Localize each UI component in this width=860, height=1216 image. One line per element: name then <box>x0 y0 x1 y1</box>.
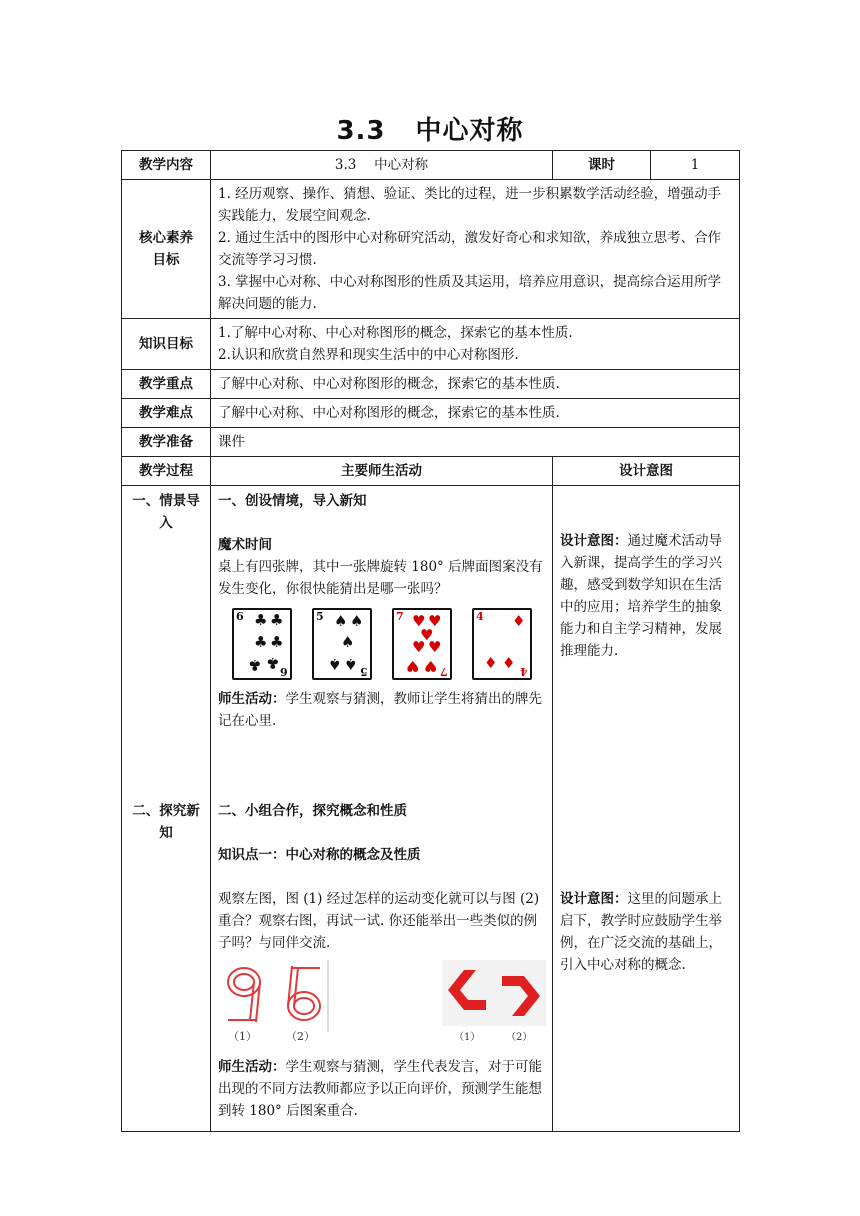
figure-9-6-icon <box>218 960 334 1042</box>
heart-icon: ♥ <box>412 638 426 656</box>
stage1-text: 桌上有四张牌，其中一张牌旋转 180° 后牌面图案没有发生变化，你很快能猜出是哪一张吗？ <box>218 559 543 597</box>
stage2-activity-text: 学生观察与猜测，学生代表发言，对于可能出现的不同方法教师都应予以正向评价，预测学生能想到转 180° 后图案重合. <box>218 1059 542 1119</box>
card-7-hearts <box>392 608 452 680</box>
row-key-point <box>122 370 740 399</box>
stage2-label <box>122 800 210 844</box>
stage1-intent-label: 设计意图： <box>560 533 628 549</box>
stage2-label-line1: 二、探究新 <box>132 803 200 819</box>
core-goals-list <box>211 180 740 319</box>
activities-cell <box>211 486 553 1132</box>
spade-icon: ♠ <box>350 612 364 630</box>
row-process-header <box>122 457 740 486</box>
process-col3-header: 设计意图 <box>553 457 740 486</box>
card-rank: 4 <box>476 610 484 623</box>
spade-icon: ♠ <box>334 612 348 630</box>
row-core-goals <box>122 180 740 319</box>
stage1-activity-label: 师生活动： <box>218 691 286 707</box>
spade-icon: ♠ <box>328 655 342 673</box>
card-rank-bottom: 5 <box>360 665 368 678</box>
playing-cards <box>232 608 546 680</box>
club-icon: ♣ <box>270 611 284 629</box>
process-col1-header: 教学过程 <box>122 457 211 486</box>
spade-icon: ♠ <box>344 655 358 673</box>
club-icon: ♣ <box>270 633 284 651</box>
club-icon: ♣ <box>254 633 268 651</box>
page-title <box>0 110 860 147</box>
stage1-intent-text: 通过魔术活动导入新课，提高学生的学习兴趣，感受到数学知识在生活中的应用；培养学生的抽象能力和自主学习精神，发展推理能力. <box>560 533 723 659</box>
core-goal-item: 2. 通过生活中的图形中心对称研究活动，激发好奇心和求知欲，养成独立思考、合作交流等学习习惯. <box>218 230 722 268</box>
intent-cell <box>553 486 740 1132</box>
spade-icon: ♠ <box>341 633 355 651</box>
stage2-intent-text: 这里的问题承上启下，教学时应鼓励学生举例，在广泛交流的基础上，引入中心对称的概念. <box>560 891 723 973</box>
card-rank: 7 <box>396 610 404 623</box>
stage2-text: 观察左图，图 (1) 经过怎样的运动变化就可以与图 (2) 重合？观察右图，再试一试. 你还能举出一些类似的例子吗？与同伴交流. <box>218 891 540 951</box>
club-icon: ♣ <box>266 654 280 672</box>
row-difficulty <box>122 399 740 428</box>
difficulty-value: 了解中心对称、中心对称图形的概念，探索它的基本性质. <box>211 399 740 428</box>
card-rank: 6 <box>236 610 244 623</box>
lesson-plan-table <box>121 150 740 1132</box>
hours-value: 1 <box>651 151 740 180</box>
core-goal-item: 1. 经历观察、操作、猜想、验证、类比的过程，进一步积累数学活动经验，增强动手实践能力，发展空间观念. <box>218 186 722 224</box>
hours-label: 课时 <box>553 151 651 180</box>
knowledge-goal-item: 1.了解中心对称、中心对称图形的概念，探索它的基本性质. <box>218 325 573 341</box>
card-6-clubs <box>232 608 292 680</box>
row-knowledge-goals <box>122 319 740 370</box>
key-point-label: 教学重点 <box>122 370 211 399</box>
stage1-label-line1: 一、情景导 <box>132 493 200 509</box>
title-number: 3.3 <box>336 116 386 146</box>
core-goals-label <box>122 180 211 319</box>
stage1-activity <box>218 688 546 732</box>
knowledge-goals-list <box>211 319 740 370</box>
stage-label-cell <box>122 486 211 1132</box>
row-preparation <box>122 428 740 457</box>
stage2-activity <box>218 1056 546 1122</box>
heart-icon: ♥ <box>424 657 438 675</box>
heart-icon: ♥ <box>412 612 426 630</box>
stage2-label-line2: 知 <box>159 825 173 841</box>
stage1-heading: 一、创设情境，导入新知 <box>218 493 367 509</box>
card-rank-bottom: 7 <box>440 665 448 678</box>
knowledge-goal-item: 2.认识和欣赏自然界和现实生活中的中心对称图形. <box>218 347 519 363</box>
stage2-activity-label: 师生活动： <box>218 1059 286 1075</box>
title-text: 中心对称 <box>415 116 524 146</box>
stage1-intent <box>560 530 733 662</box>
club-icon: ♣ <box>248 656 262 674</box>
fig-caption: （1） <box>454 1032 481 1042</box>
card-rank: 5 <box>316 610 324 623</box>
content-label: 教学内容 <box>122 151 211 180</box>
process-col2-header: 主要师生活动 <box>211 457 553 486</box>
row-content <box>122 151 740 180</box>
fig-caption: （2） <box>506 1032 533 1042</box>
stage1-subheading: 魔术时间 <box>218 537 272 553</box>
key-point-value: 了解中心对称、中心对称图形的概念，探索它的基本性质. <box>211 370 740 399</box>
diamond-icon: ♦ <box>512 612 526 630</box>
preparation-label: 教学准备 <box>122 428 211 457</box>
stage1-label-line2: 入 <box>159 515 173 531</box>
preparation-value: 课件 <box>211 428 740 457</box>
content-value: 3.3 中心对称 <box>211 151 553 180</box>
stage2-intent <box>560 888 733 976</box>
figure-arrows-icon <box>442 960 546 1042</box>
card-4-diamonds <box>472 608 532 680</box>
card-rank-bottom: 6 <box>280 665 288 678</box>
heart-icon: ♥ <box>428 612 442 630</box>
heart-icon: ♥ <box>428 638 442 656</box>
knowledge-goals-label: 知识目标 <box>122 319 211 370</box>
core-goal-item: 3. 掌握中心对称、中心对称图形的性质及其运用，培养应用意识，提高综合运用所学解决问题的能力. <box>218 274 722 312</box>
diamond-icon: ♦ <box>484 654 498 672</box>
heart-icon: ♥ <box>406 657 420 675</box>
card-rank-bottom: 4 <box>520 665 528 678</box>
card-5-spades <box>312 608 372 680</box>
stage1-activity-text: 学生观察与猜测，教师让学生将猜出的牌先记在心里. <box>218 691 542 729</box>
diamond-icon: ♦ <box>502 654 516 672</box>
stage2-activities <box>218 800 546 1122</box>
club-icon: ♣ <box>254 611 268 629</box>
stage2-knowledge-point: 知识点一：中心对称的概念及性质 <box>218 847 421 863</box>
difficulty-label: 教学难点 <box>122 399 211 428</box>
stage1-activities <box>218 490 546 732</box>
stage2-intent-label: 设计意图： <box>560 891 628 907</box>
fig-caption: （1） <box>228 1030 257 1042</box>
core-goals-label-line2: 目标 <box>152 252 180 268</box>
rotation-figures <box>218 960 546 1042</box>
stage1-label <box>122 490 210 534</box>
fig-caption: （2） <box>286 1030 315 1042</box>
core-goals-label-line1: 核心素养 <box>139 230 193 246</box>
row-process-body <box>122 486 740 1132</box>
heart-icon: ♥ <box>420 626 434 644</box>
stage2-heading: 二、小组合作，探究概念和性质 <box>218 803 407 819</box>
